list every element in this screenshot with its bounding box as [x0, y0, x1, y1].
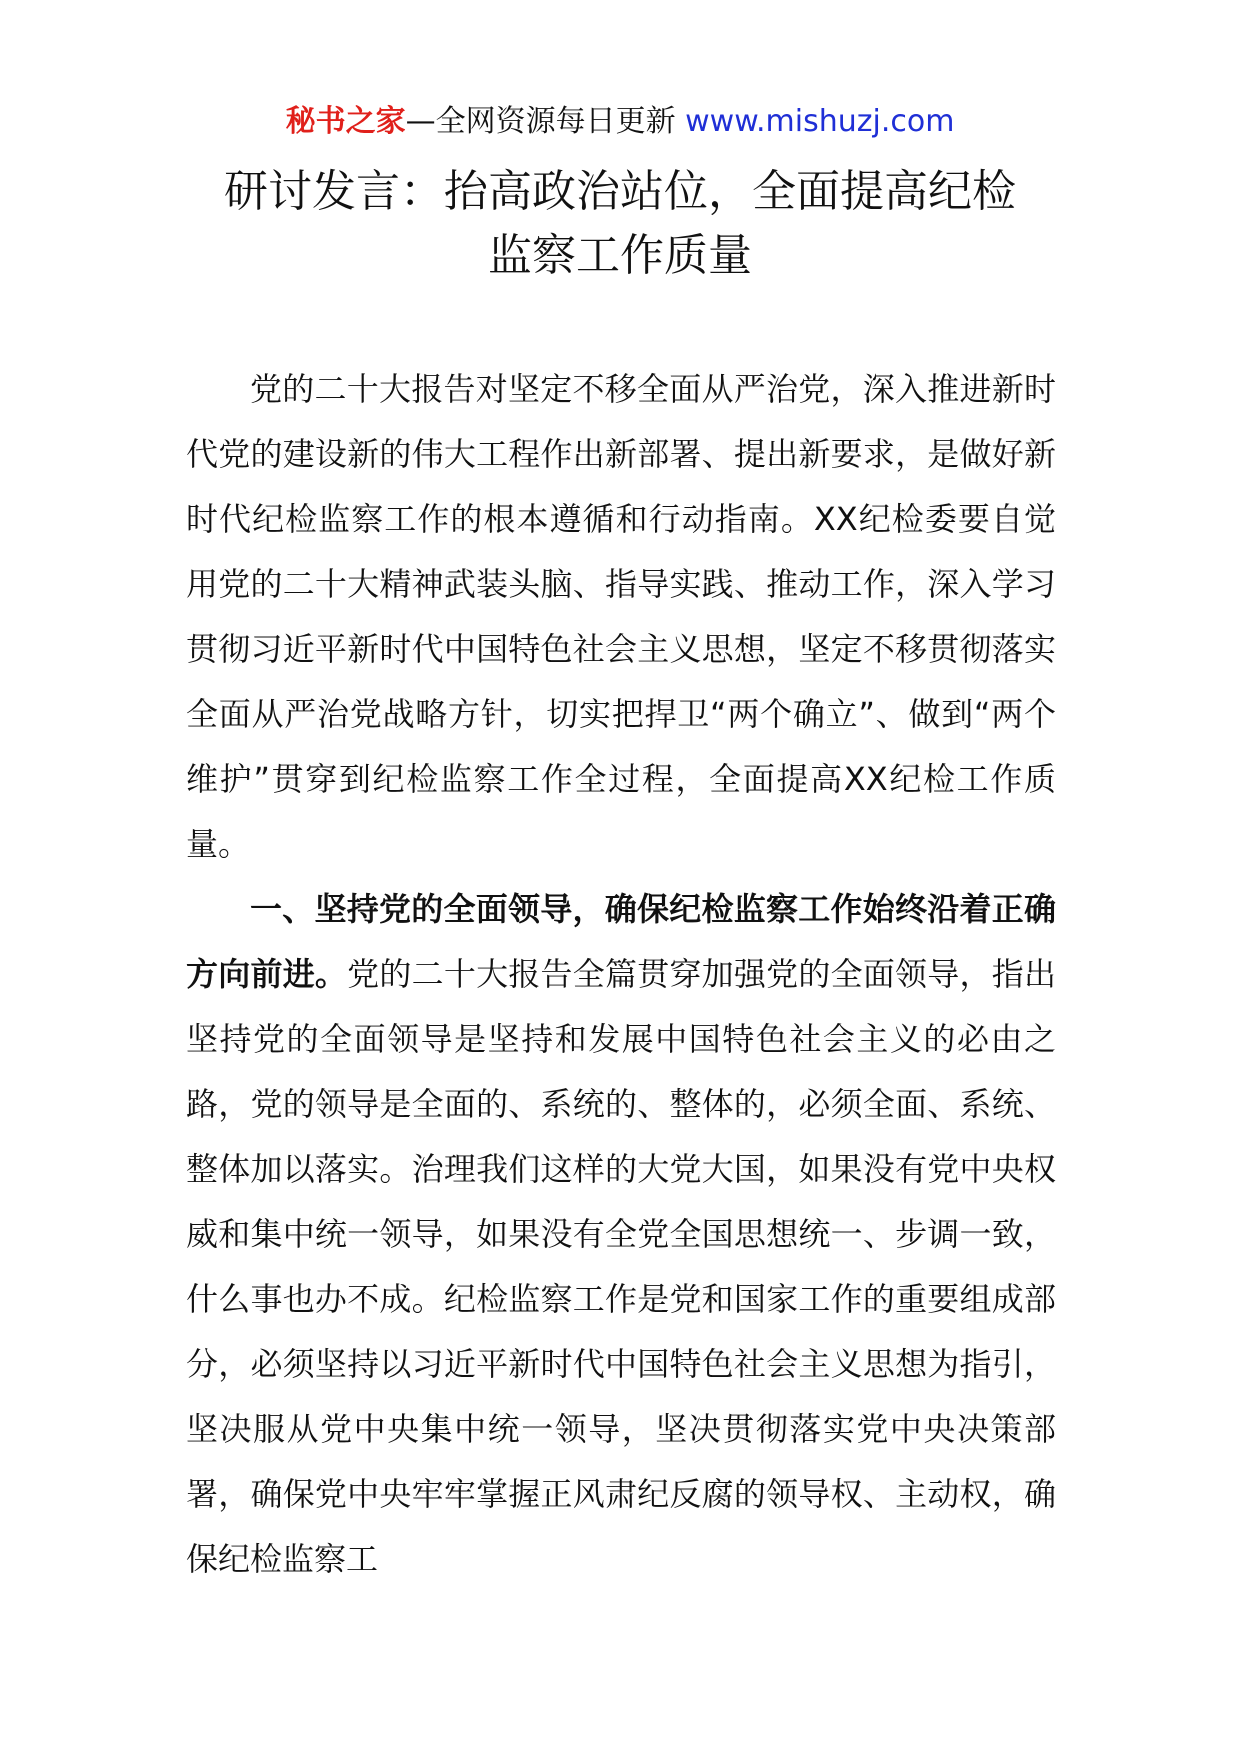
- paragraph-section-1: [186, 877, 1056, 1592]
- site-slogan: —全网资源每日更新: [405, 104, 686, 139]
- site-header: [0, 100, 1240, 144]
- paragraph-intro: [186, 357, 1056, 877]
- site-brand: 秘书之家: [285, 104, 406, 139]
- document-body: [186, 357, 1056, 1592]
- title-line-1: 研讨发言：抬高政治站位，全面提高纪检: [224, 166, 1016, 217]
- paragraph-text: 党的二十大报告对坚定不移全面从严治党，深入推进新时代党的建设新的伟大工程作出新部署、提出新要求，是做好新时代纪检监察工作的根本遵循和行动指南。XX纪检委要自觉用党的二十大精神武装头脑、指导实践、推动工作，深入学习贯彻习近平新时代中国特色社会主义思想，坚定不移贯彻落实全面从严治党战略方针，切实把捍卫“两个确立”、做到“两个维护”贯穿到纪检监察工作全过程，全面提高XX纪检工作质量。: [186, 370, 1056, 863]
- document-title: [150, 160, 1090, 288]
- section-heading: 一、坚持党的全面领导，确保纪检监察工作始终沿着正确方向前进。: [186, 890, 1056, 993]
- site-url: www.mishuzj.com: [685, 104, 955, 139]
- paragraph-text: 党的二十大报告全篇贯穿加强党的全面领导，指出坚持党的全面领导是坚持和发展中国特色社会主义的必由之路，党的领导是全面的、系统的、整体的，必须全面、系统、整体加以落实。治理我们这样的大党大国，如果没有党中央权威和集中统一领导，如果没有全党全国思想统一、步调一致，什么事也办不成。纪检监察工作是党和国家工作的重要组成部分，必须坚持以习近平新时代中国特色社会主义思想为指引，坚决服从党中央集中统一领导，坚决贯彻落实党中央决策部署，确保党中央牢牢掌握正风肃纪反腐的领导权、主动权，确保纪检监察工: [186, 955, 1056, 1578]
- title-line-2: 监察工作质量: [488, 230, 752, 281]
